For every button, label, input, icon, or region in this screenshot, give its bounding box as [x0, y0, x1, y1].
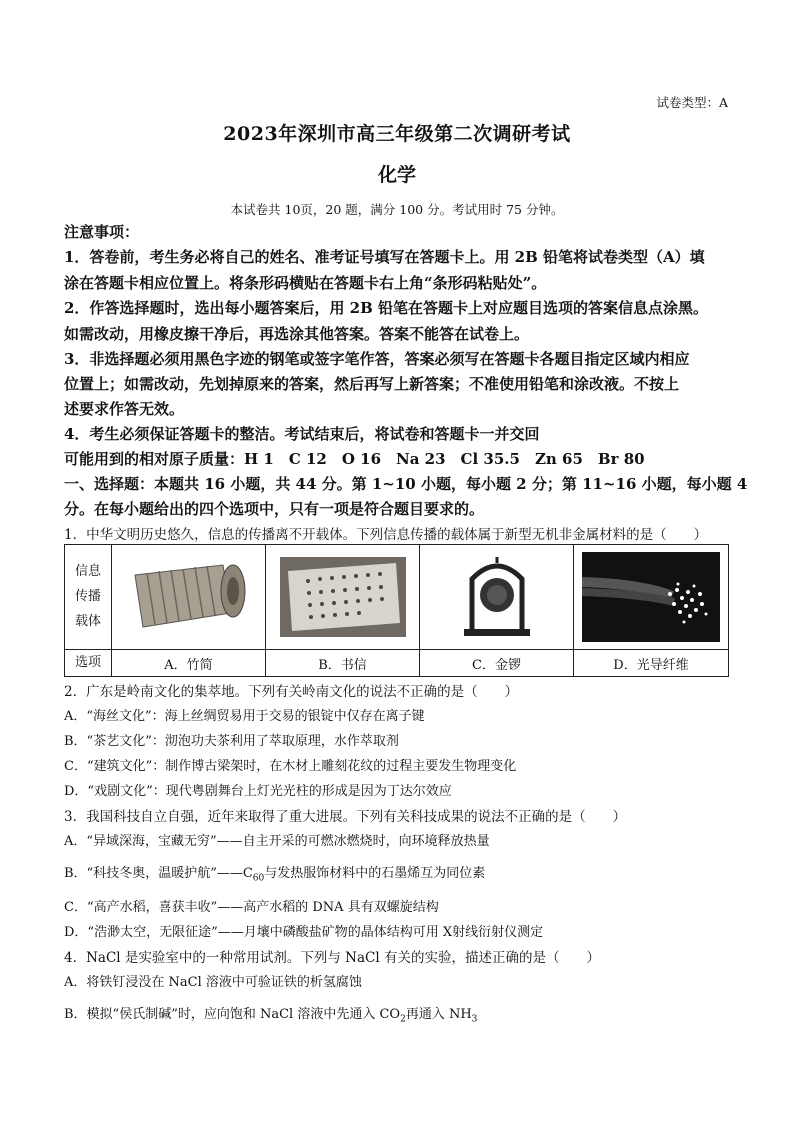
optical-fiber-icon	[582, 552, 720, 642]
atomic-masses: 可能用到的相对原子质量：H 1 C 12 O 16 Na 23 Cl 35.5 Zn 65 Br 80	[64, 450, 645, 468]
question-2-option-b: B．“茶艺文化”：沏泡功夫茶利用了萃取原理，水作萃取剂	[64, 734, 399, 749]
notice-line: 4．考生必须保证答题卡的整洁。考试结束后，将试卷和答题卡一并交回	[64, 425, 540, 443]
question-2-stem: 2．广东是岭南文化的集萃地。下列有关岭南文化的说法不正确的是（ ）	[64, 684, 519, 700]
question-1-stem: 1．中华文明历史悠久，信息的传播离不开载体。下列信息传播的载体属于新型无机非金属材料的是（ ）	[64, 527, 708, 543]
subscript: 2	[400, 1014, 406, 1025]
notice-line: 位置上；如需改动，先划掉原来的答案，然后再写上新答案；不准使用铅笔和涂改液。不按上	[64, 375, 680, 393]
bamboo-slips-icon	[127, 553, 251, 641]
option-b: B．书信	[266, 650, 420, 677]
question-3-option-b-text: 与发热服饰材料中的石墨烯互为同位素	[264, 866, 486, 881]
question-3-option-a: A．“异域深海，宝藏无穷”——自主开采的可燃冰燃烧时，向环境释放热量	[64, 834, 490, 849]
subscript: 60	[252, 873, 265, 884]
notice-line: 1．答卷前，考生务必将自己的姓名、准考证号填写在答题卡上。用 2B 铅笔将试卷类型（A）填	[64, 248, 705, 266]
bamboo-slips-image	[112, 545, 266, 650]
subscript: 3	[471, 1014, 478, 1025]
row-header-media-text: 信息传播载体	[74, 564, 101, 629]
notice-heading: 注意事项：	[64, 223, 140, 241]
question-4-option-b-text: B．模拟“侯氏制碱”时，应向饱和 NaCl 溶液中先通入 CO	[64, 1007, 401, 1022]
letter-image	[266, 545, 420, 650]
question-2-option-a: A．“海丝文化”：海上丝绸贸易用于交易的银锭中仅存在离子键	[64, 709, 425, 724]
section-heading: 分。在每小题给出的四个选项中，只有一项是符合题目要求的。	[64, 500, 485, 518]
question-4-option-b-text: 再通入 NH	[405, 1007, 472, 1022]
notice-line: 如需改动，用橡皮擦干净后，再选涂其他答案。答案不能答在试卷上。	[64, 325, 530, 343]
row-header-option: 选项	[65, 650, 112, 677]
subject-title: 化学	[377, 164, 416, 186]
gong-icon	[452, 551, 542, 643]
option-a: A．竹简	[112, 650, 266, 677]
question-4-stem: 4．NaCl 是实验室中的一种常用试剂。下列与 NaCl 有关的实验，描述正确的是（ ）	[64, 950, 600, 966]
question-2-option-c: C．“建筑文化”：制作博古梁架时，在木材上雕刻花纹的过程主要发生物理变化	[64, 759, 517, 774]
gong-image	[420, 545, 574, 650]
notice-line: 3．非选择题必须用黑色字迹的钢笔或签字笔作答，答案必须写在答题卡各题目指定区域内相应	[64, 350, 690, 368]
notice-line: 涂在答题卡相应位置上。将条形码横贴在答题卡右上角“条形码粘贴处”。	[64, 274, 547, 292]
question-3-option-b-text: B．“科技冬奥，温暖护航”——C	[64, 866, 253, 881]
exam-title: 2023年深圳市高三年级第二次调研考试	[223, 123, 571, 145]
letter-icon	[278, 553, 408, 641]
question-3-option-c: C．“高产水稻，喜获丰收”——高产水稻的 DNA 具有双螺旋结构	[64, 900, 439, 915]
row-header-media	[65, 545, 112, 650]
question-4-option-a: A．将铁钉浸没在 NaCl 溶液中可验证铁的析氢腐蚀	[64, 975, 362, 990]
question-3-stem: 3．我国科技自立自强，近年来取得了重大进展。下列有关科技成果的说法不正确的是（ ）	[64, 809, 627, 825]
section-heading: 一、选择题：本题共 16 小题，共 44 分。第 1~10 小题，每小题 2 分；第 11~16 小题，每小题 4	[64, 475, 748, 493]
question-3-option-b	[64, 862, 485, 884]
exam-info: 本试卷共 10页，20 题，满分 100 分。考试用时 75 分钟。	[230, 202, 564, 217]
notice-line: 2．作答选择题时，选出每小题答案后，用 2B 铅笔在答题卡上对应题目选项的答案信息点涂黑。	[64, 299, 709, 317]
question-1-table	[64, 544, 729, 677]
optical-fiber-image	[574, 545, 729, 650]
option-d: D．光导纤维	[574, 650, 729, 677]
notice-line: 述要求作答无效。	[64, 400, 185, 418]
option-c: C．金锣	[420, 650, 574, 677]
question-3-option-d: D．“浩渺太空，无限征途”——月壤中磷酸盐矿物的晶体结构可用 X射线衍射仪测定	[64, 925, 544, 940]
question-4-option-b	[64, 1003, 477, 1025]
paper-type: 试卷类型：A	[656, 95, 728, 110]
question-2-option-d: D．“戏剧文化”：现代粤剧舞台上灯光光柱的形成是因为丁达尔效应	[64, 784, 452, 799]
